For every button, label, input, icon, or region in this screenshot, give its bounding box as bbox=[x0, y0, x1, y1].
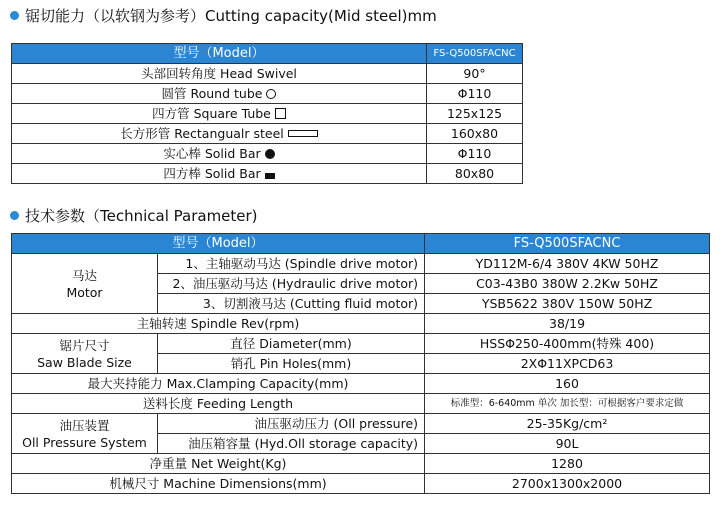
cutting-capacity-table bbox=[11, 43, 523, 184]
row-label: 四方棒 Solid Bar bbox=[12, 164, 427, 184]
row-value: 2XΦ11XPCD63 bbox=[425, 354, 710, 374]
bullet-icon bbox=[10, 211, 19, 220]
table-row bbox=[12, 454, 710, 474]
row-value: Φ110 bbox=[427, 144, 523, 164]
row-value: HSSΦ250-400mm(特殊 400) bbox=[425, 334, 710, 354]
row-value: C03-43B0 380W 2.2Kw 50HZ bbox=[425, 274, 710, 294]
row-label: 净重量 Net Weight(Kg) bbox=[12, 454, 425, 474]
row-label: 送料长度 Feeding Length bbox=[12, 394, 425, 414]
row-label: 实心棒 Solid Bar bbox=[12, 144, 427, 164]
table-row bbox=[12, 394, 710, 414]
blade-group-label bbox=[12, 334, 158, 374]
row-value: 160x80 bbox=[427, 124, 523, 144]
table-row bbox=[12, 144, 523, 164]
model-header-label: 型号（Model） bbox=[12, 234, 425, 254]
model-header-value: FS-Q500SFACNC bbox=[427, 44, 523, 64]
row-value: 25-35Kg/cm² bbox=[425, 414, 710, 434]
row-label: 油压驱动压力 (Oll pressure) bbox=[158, 414, 425, 434]
table-row bbox=[12, 124, 523, 144]
oil-group-label bbox=[12, 414, 158, 454]
row-label: 3、切割液马达 (Cutting fluid motor) bbox=[158, 294, 425, 314]
row-value: 90L bbox=[425, 434, 710, 454]
table-row bbox=[12, 104, 523, 124]
technical-parameter-title bbox=[10, 206, 258, 226]
row-label: 主轴转速 Spindle Rev(rpm) bbox=[12, 314, 425, 334]
table-row bbox=[12, 334, 710, 354]
row-label: 头部回转角度 Head Swivel bbox=[12, 64, 427, 84]
table-row bbox=[12, 164, 523, 184]
circle-filled-icon bbox=[265, 149, 275, 159]
row-value: 2700x1300x2000 bbox=[425, 474, 710, 494]
bullet-icon bbox=[10, 11, 19, 20]
row-value: 38/19 bbox=[425, 314, 710, 334]
row-value: YD112M-6/4 380V 4KW 50HZ bbox=[425, 254, 710, 274]
motor-label-cn: 马达 bbox=[71, 267, 97, 283]
circle-outline-icon bbox=[266, 89, 276, 99]
table-header-row bbox=[12, 234, 710, 254]
row-value: YSB5622 380V 150W 50HZ bbox=[425, 294, 710, 314]
row-label: 1、主轴驱动马达 (Spindle drive motor) bbox=[158, 254, 425, 274]
row-label: 2、油压驱动马达 (Hydraulic drive motor) bbox=[158, 274, 425, 294]
technical-title-text: 技术参数（Technical Parameter) bbox=[25, 207, 258, 225]
blade-label-en: Saw Blade Size bbox=[37, 354, 132, 370]
row-value: 80x80 bbox=[427, 164, 523, 184]
row-label: 四方管 Square Tube bbox=[12, 104, 427, 124]
table-row bbox=[12, 254, 710, 274]
table-header-row bbox=[12, 44, 523, 64]
rectangle-outline-icon bbox=[288, 130, 318, 137]
row-label: 销孔 Pin Holes(mm) bbox=[158, 354, 425, 374]
row-value: 标准型：6-640mm 单次 加长型：可根据客户要求定做 bbox=[425, 394, 710, 414]
row-value: 90° bbox=[427, 64, 523, 84]
row-label: 直径 Diameter(mm) bbox=[158, 334, 425, 354]
model-header-label: 型号（Model） bbox=[12, 44, 427, 64]
row-label: 机械尺寸 Machine Dimensions(mm) bbox=[12, 474, 425, 494]
table-row bbox=[12, 64, 523, 84]
table-row bbox=[12, 374, 710, 394]
row-value: 160 bbox=[425, 374, 710, 394]
row-value: Φ110 bbox=[427, 84, 523, 104]
row-value: 1280 bbox=[425, 454, 710, 474]
row-label: 最大夹持能力 Max.Clamping Capacity(mm) bbox=[12, 374, 425, 394]
row-value: 125x125 bbox=[427, 104, 523, 124]
table-row bbox=[12, 414, 710, 434]
motor-group-label bbox=[12, 254, 158, 314]
oil-label-en: Oll Pressure System bbox=[22, 434, 147, 450]
model-header-value: FS-Q500SFACNC bbox=[425, 234, 710, 254]
motor-label-en: Motor bbox=[66, 284, 103, 300]
table-row bbox=[12, 84, 523, 104]
oil-label-cn: 油压装置 bbox=[59, 417, 110, 433]
cutting-capacity-title bbox=[10, 6, 437, 26]
rectangle-filled-icon bbox=[265, 173, 275, 179]
cutting-title-text: 锯切能力（以软钢为参考）Cutting capacity(Mid steel)mm bbox=[25, 7, 437, 25]
table-row bbox=[12, 474, 710, 494]
row-label: 长方形管 Rectangualr steel bbox=[12, 124, 427, 144]
square-outline-icon bbox=[275, 108, 286, 119]
technical-parameter-table bbox=[11, 233, 710, 494]
row-label: 油压箱容量 (Hyd.Oll storage capacity) bbox=[158, 434, 425, 454]
table-row bbox=[12, 314, 710, 334]
row-label: 圆管 Round tube bbox=[12, 84, 427, 104]
blade-label-cn: 锯片尺寸 bbox=[59, 337, 110, 353]
